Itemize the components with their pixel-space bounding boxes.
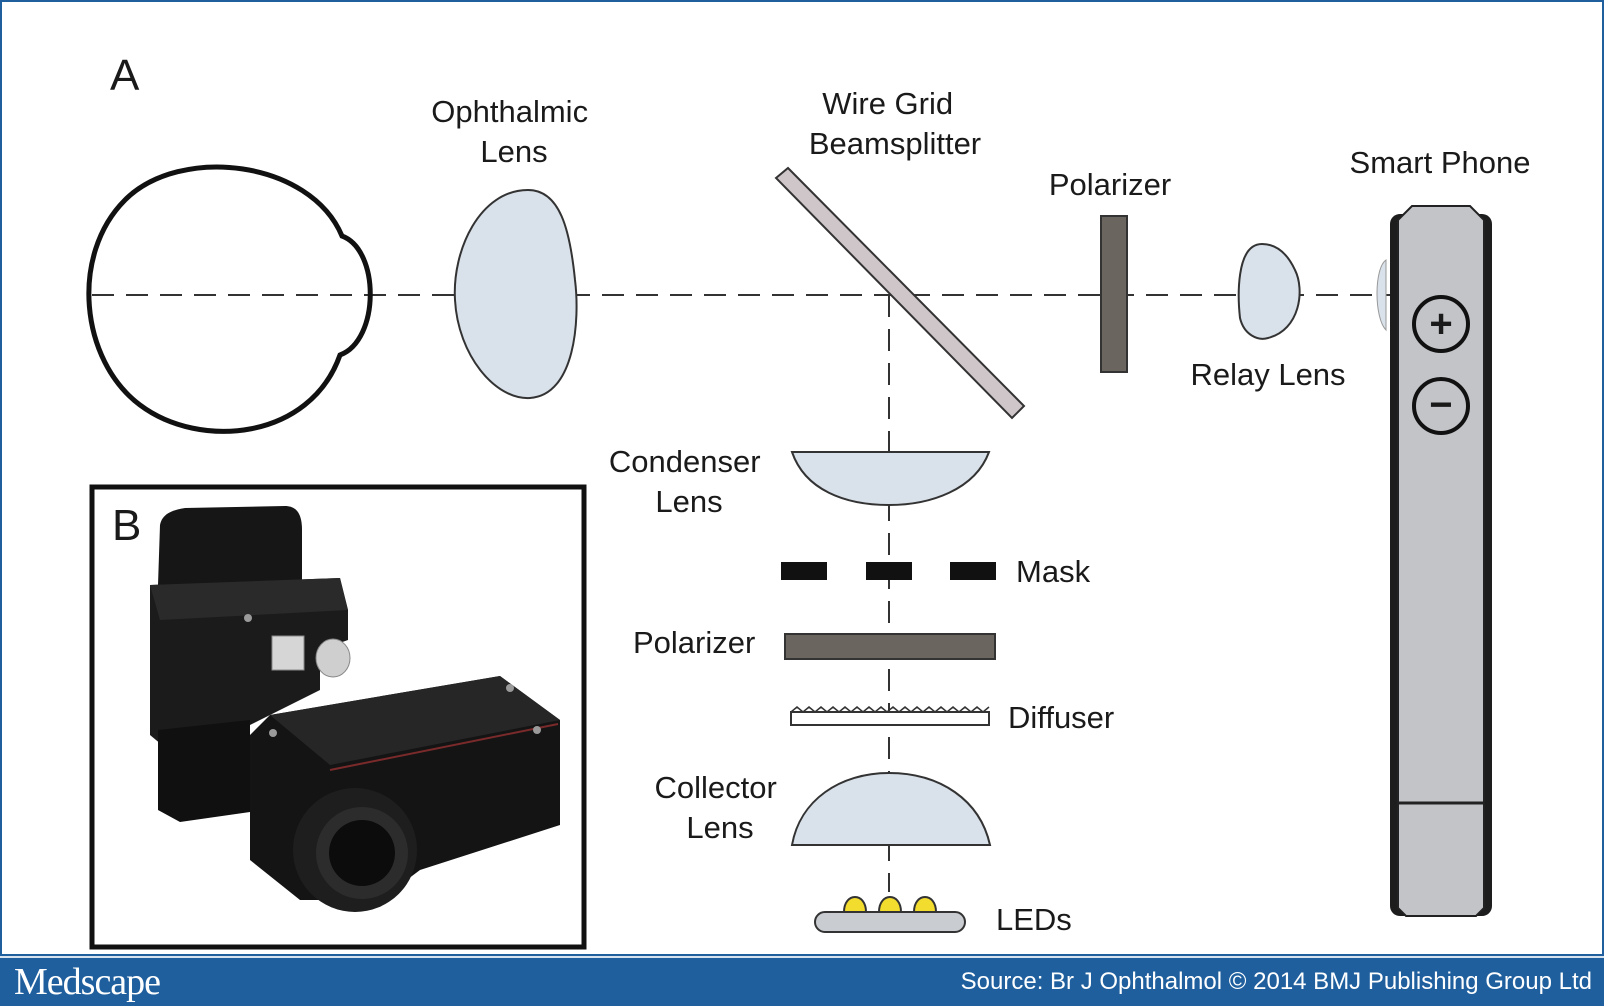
relay-lens-label: Relay Lens [1190, 357, 1346, 392]
mask-label: Mask [1016, 554, 1091, 589]
smart-phone-label: Smart Phone [1349, 145, 1531, 180]
polarizer-bottom-label: Polarizer [633, 625, 756, 660]
diffuser-label: Diffuser [1008, 700, 1115, 735]
footer-bar [0, 956, 1604, 1006]
panel-b [92, 487, 584, 947]
mask [781, 562, 996, 580]
panel-b-label: B [112, 501, 142, 550]
polarizer-top [1101, 216, 1127, 372]
brand-logo: Medscape [14, 961, 161, 1003]
leds-label: LEDs [996, 902, 1072, 937]
wire-grid-beamsplitter-label: Wire Grid Beamsplitter [808, 86, 982, 161]
minus-icon: − [1429, 383, 1453, 427]
ophthalmic-lens-label: Ophthalmic Lens [431, 94, 589, 169]
led-board [815, 912, 965, 932]
plus-icon: + [1429, 302, 1453, 346]
condenser-lens-label: Condenser Lens [608, 444, 761, 519]
polarizer-bottom [785, 634, 995, 659]
polarizer-top-label: Polarizer [1048, 167, 1172, 202]
source-credit: Source: Br J Ophthalmol © 2014 BMJ Publishing Group Ltd [960, 968, 1592, 995]
panel-a-label: A [110, 51, 140, 100]
collector-lens-label: Collector Lens [654, 770, 777, 845]
